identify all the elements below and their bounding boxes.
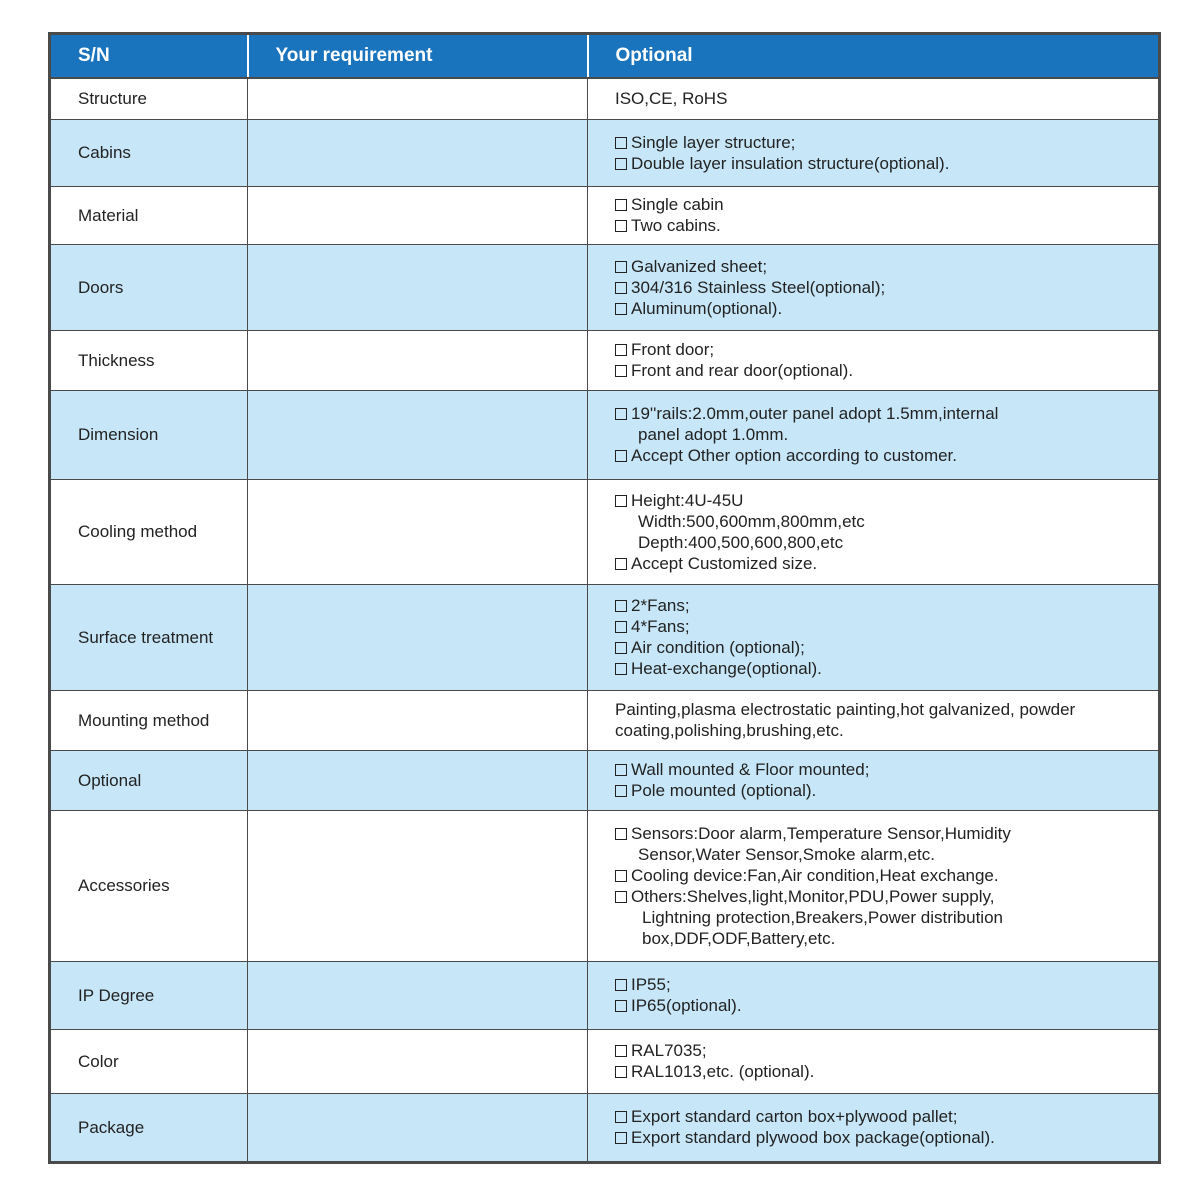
- requirement-cell[interactable]: [248, 119, 588, 186]
- table-row: [50, 961, 1160, 1029]
- table-row: [50, 584, 1160, 690]
- option-line: [615, 658, 1150, 679]
- options-cell: [588, 186, 1160, 244]
- checkbox-icon[interactable]: [615, 979, 627, 991]
- checkbox-icon[interactable]: [615, 137, 627, 149]
- option-line: [615, 511, 1150, 532]
- option-text: 2*Fans;: [631, 596, 690, 615]
- requirement-cell[interactable]: [248, 244, 588, 330]
- option-line: [615, 1127, 1150, 1148]
- table-row: [50, 78, 1160, 119]
- option-text: IP55;: [631, 975, 671, 994]
- option-text: Galvanized sheet;: [631, 256, 768, 276]
- option-line: [615, 277, 1150, 298]
- row-label: Surface treatment: [50, 584, 248, 690]
- requirement-cell[interactable]: [248, 186, 588, 244]
- option-line: [615, 595, 1150, 616]
- header-optional: Optional: [588, 34, 1160, 79]
- checkbox-icon[interactable]: [615, 365, 627, 377]
- options-cell: [588, 750, 1160, 810]
- requirement-cell[interactable]: [248, 961, 588, 1029]
- options-cell: [588, 810, 1160, 961]
- checkbox-icon[interactable]: [615, 450, 627, 462]
- table-row: [50, 330, 1160, 390]
- option-text: Double layer insulation structure(optional).: [631, 153, 950, 173]
- option-line: [615, 616, 1150, 637]
- option-text: Cooling device:Fan,Air condition,Heat exchange.: [631, 865, 999, 885]
- row-label: Thickness: [50, 330, 248, 390]
- option-line: [615, 298, 1150, 319]
- option-line: [615, 823, 1150, 844]
- option-text: box,DDF,ODF,Battery,etc.: [642, 928, 836, 948]
- options-cell: [588, 390, 1160, 479]
- checkbox-icon[interactable]: [615, 558, 627, 570]
- option-line: [615, 780, 1150, 801]
- option-text: panel adopt 1.0mm.: [638, 425, 789, 444]
- option-line: [615, 132, 1150, 153]
- option-line: [615, 1040, 1150, 1061]
- option-text: Front door;: [631, 340, 715, 359]
- option-text: Width:500,600mm,800mm,etc: [638, 511, 865, 531]
- option-text: Depth:400,500,600,800,etc: [638, 532, 844, 552]
- options-cell: [588, 1029, 1160, 1093]
- option-text: Height:4U-45U: [631, 490, 744, 510]
- option-text: Export standard carton box+plywood pallet;: [631, 1107, 958, 1126]
- checkbox-icon[interactable]: [615, 1000, 627, 1012]
- checkbox-icon[interactable]: [615, 621, 627, 633]
- option-text: ISO,CE, RoHS: [615, 89, 728, 109]
- row-label: Package: [50, 1093, 248, 1162]
- option-line: [615, 995, 1150, 1016]
- checkbox-icon[interactable]: [615, 199, 627, 211]
- option-text: Accept Customized size.: [631, 553, 818, 573]
- row-label: Mounting method: [50, 690, 248, 750]
- requirement-cell[interactable]: [248, 750, 588, 810]
- checkbox-icon[interactable]: [615, 1132, 627, 1144]
- option-text: Heat-exchange(optional).: [631, 659, 822, 678]
- checkbox-icon[interactable]: [615, 344, 627, 356]
- option-line: [615, 194, 1150, 215]
- requirement-cell[interactable]: [248, 1029, 588, 1093]
- table-row: [50, 690, 1160, 750]
- table-row: [50, 186, 1160, 244]
- options-cell: [588, 584, 1160, 690]
- checkbox-icon[interactable]: [615, 408, 627, 420]
- table-header: [50, 34, 1160, 79]
- option-text: Pole mounted (optional).: [631, 781, 817, 800]
- header-row: [50, 34, 1160, 79]
- options-cell: [588, 961, 1160, 1029]
- row-label: Cooling method: [50, 479, 248, 584]
- option-text: RAL1013,etc. (optional).: [631, 1062, 815, 1081]
- option-text: Front and rear door(optional).: [631, 361, 854, 380]
- option-line: [615, 532, 1150, 553]
- checkbox-icon[interactable]: [615, 1045, 627, 1057]
- option-line: [615, 907, 1150, 928]
- checkbox-icon[interactable]: [615, 828, 627, 840]
- option-line: [615, 403, 1150, 424]
- checkbox-icon[interactable]: [615, 1066, 627, 1078]
- checkbox-icon[interactable]: [615, 785, 627, 797]
- option-text: Others:Shelves,light,Monitor,PDU,Power supply,: [631, 886, 995, 906]
- option-line: [615, 865, 1150, 886]
- options-cell: [588, 479, 1160, 584]
- checkbox-icon[interactable]: [615, 303, 627, 315]
- table-row: [50, 390, 1160, 479]
- table-row: [50, 244, 1160, 330]
- option-text: 304/316 Stainless Steel(optional);: [631, 277, 886, 297]
- option-line: [615, 759, 1150, 780]
- option-text: IP65(optional).: [631, 996, 742, 1015]
- option-line: [615, 1061, 1150, 1082]
- option-line: [615, 215, 1150, 236]
- option-line: [615, 88, 1150, 109]
- option-text: Accept Other option according to customer.: [631, 446, 958, 465]
- header-your-requirement: Your requirement: [248, 34, 588, 79]
- option-line: [615, 360, 1150, 381]
- checkbox-icon[interactable]: [615, 764, 627, 776]
- row-label: IP Degree: [50, 961, 248, 1029]
- spec-table: [48, 32, 1161, 1164]
- option-line: [615, 490, 1150, 511]
- table-row: [50, 1029, 1160, 1093]
- checkbox-icon[interactable]: [615, 870, 627, 882]
- option-text: Aluminum(optional).: [631, 298, 783, 318]
- option-text: Single layer structure;: [631, 132, 796, 152]
- requirement-cell[interactable]: [248, 1093, 588, 1162]
- option-line: [615, 445, 1150, 466]
- options-cell: [588, 330, 1160, 390]
- checkbox-icon[interactable]: [615, 261, 627, 273]
- table-row: [50, 479, 1160, 584]
- requirement-cell[interactable]: [248, 584, 588, 690]
- option-line: [615, 844, 1150, 865]
- option-line: [615, 553, 1150, 574]
- option-text: Painting,plasma electrostatic painting,hot galvanized, powder coating,polishing,brushing,etc.: [615, 700, 1076, 740]
- table-row: [50, 750, 1160, 810]
- requirement-cell[interactable]: [248, 810, 588, 961]
- options-cell: [588, 244, 1160, 330]
- table-row: [50, 810, 1160, 961]
- option-line: [615, 699, 1150, 741]
- option-line: [615, 928, 1150, 949]
- requirement-cell[interactable]: [248, 390, 588, 479]
- checkbox-icon[interactable]: [615, 220, 627, 232]
- option-text: 4*Fans;: [631, 617, 690, 636]
- option-text: 19''rails:2.0mm,outer panel adopt 1.5mm,internal: [631, 404, 999, 423]
- checkbox-icon[interactable]: [615, 642, 627, 654]
- option-line: [615, 256, 1150, 277]
- option-line: [615, 886, 1150, 907]
- row-label: Dimension: [50, 390, 248, 479]
- table-body: [50, 78, 1160, 1162]
- checkbox-icon[interactable]: [615, 891, 627, 903]
- table-row: [50, 1093, 1160, 1162]
- checkbox-icon[interactable]: [615, 1111, 627, 1123]
- option-text: Export standard plywood box package(optional).: [631, 1128, 995, 1147]
- table-row: [50, 119, 1160, 186]
- option-text: Two cabins.: [631, 216, 721, 235]
- row-label: Optional: [50, 750, 248, 810]
- row-label: Doors: [50, 244, 248, 330]
- requirement-cell[interactable]: [248, 78, 588, 119]
- row-label: Color: [50, 1029, 248, 1093]
- header-sn: S/N: [50, 34, 248, 79]
- option-text: Wall mounted & Floor mounted;: [631, 760, 870, 779]
- option-text: Sensors:Door alarm,Temperature Sensor,Humidity: [631, 823, 1011, 843]
- option-line: [615, 153, 1150, 174]
- option-text: Air condition (optional);: [631, 638, 805, 657]
- row-label: Accessories: [50, 810, 248, 961]
- checkbox-icon[interactable]: [615, 158, 627, 170]
- option-text: Lightning protection,Breakers,Power distribution: [642, 907, 1003, 927]
- checkbox-icon[interactable]: [615, 663, 627, 675]
- requirement-cell[interactable]: [248, 330, 588, 390]
- options-cell: [588, 1093, 1160, 1162]
- option-text: Single cabin: [631, 195, 724, 214]
- checkbox-icon[interactable]: [615, 600, 627, 612]
- row-label: Material: [50, 186, 248, 244]
- option-line: [615, 974, 1150, 995]
- requirement-cell[interactable]: [248, 479, 588, 584]
- row-label: Structure: [50, 78, 248, 119]
- option-line: [615, 339, 1150, 360]
- option-text: RAL7035;: [631, 1041, 707, 1060]
- checkbox-icon[interactable]: [615, 495, 627, 507]
- options-cell: [588, 690, 1160, 750]
- option-line: [615, 1106, 1150, 1127]
- options-cell: [588, 78, 1160, 119]
- option-line: [615, 637, 1150, 658]
- option-text: Sensor,Water Sensor,Smoke alarm,etc.: [638, 844, 935, 864]
- checkbox-icon[interactable]: [615, 282, 627, 294]
- options-cell: [588, 119, 1160, 186]
- option-line: [615, 424, 1150, 445]
- requirement-cell[interactable]: [248, 690, 588, 750]
- row-label: Cabins: [50, 119, 248, 186]
